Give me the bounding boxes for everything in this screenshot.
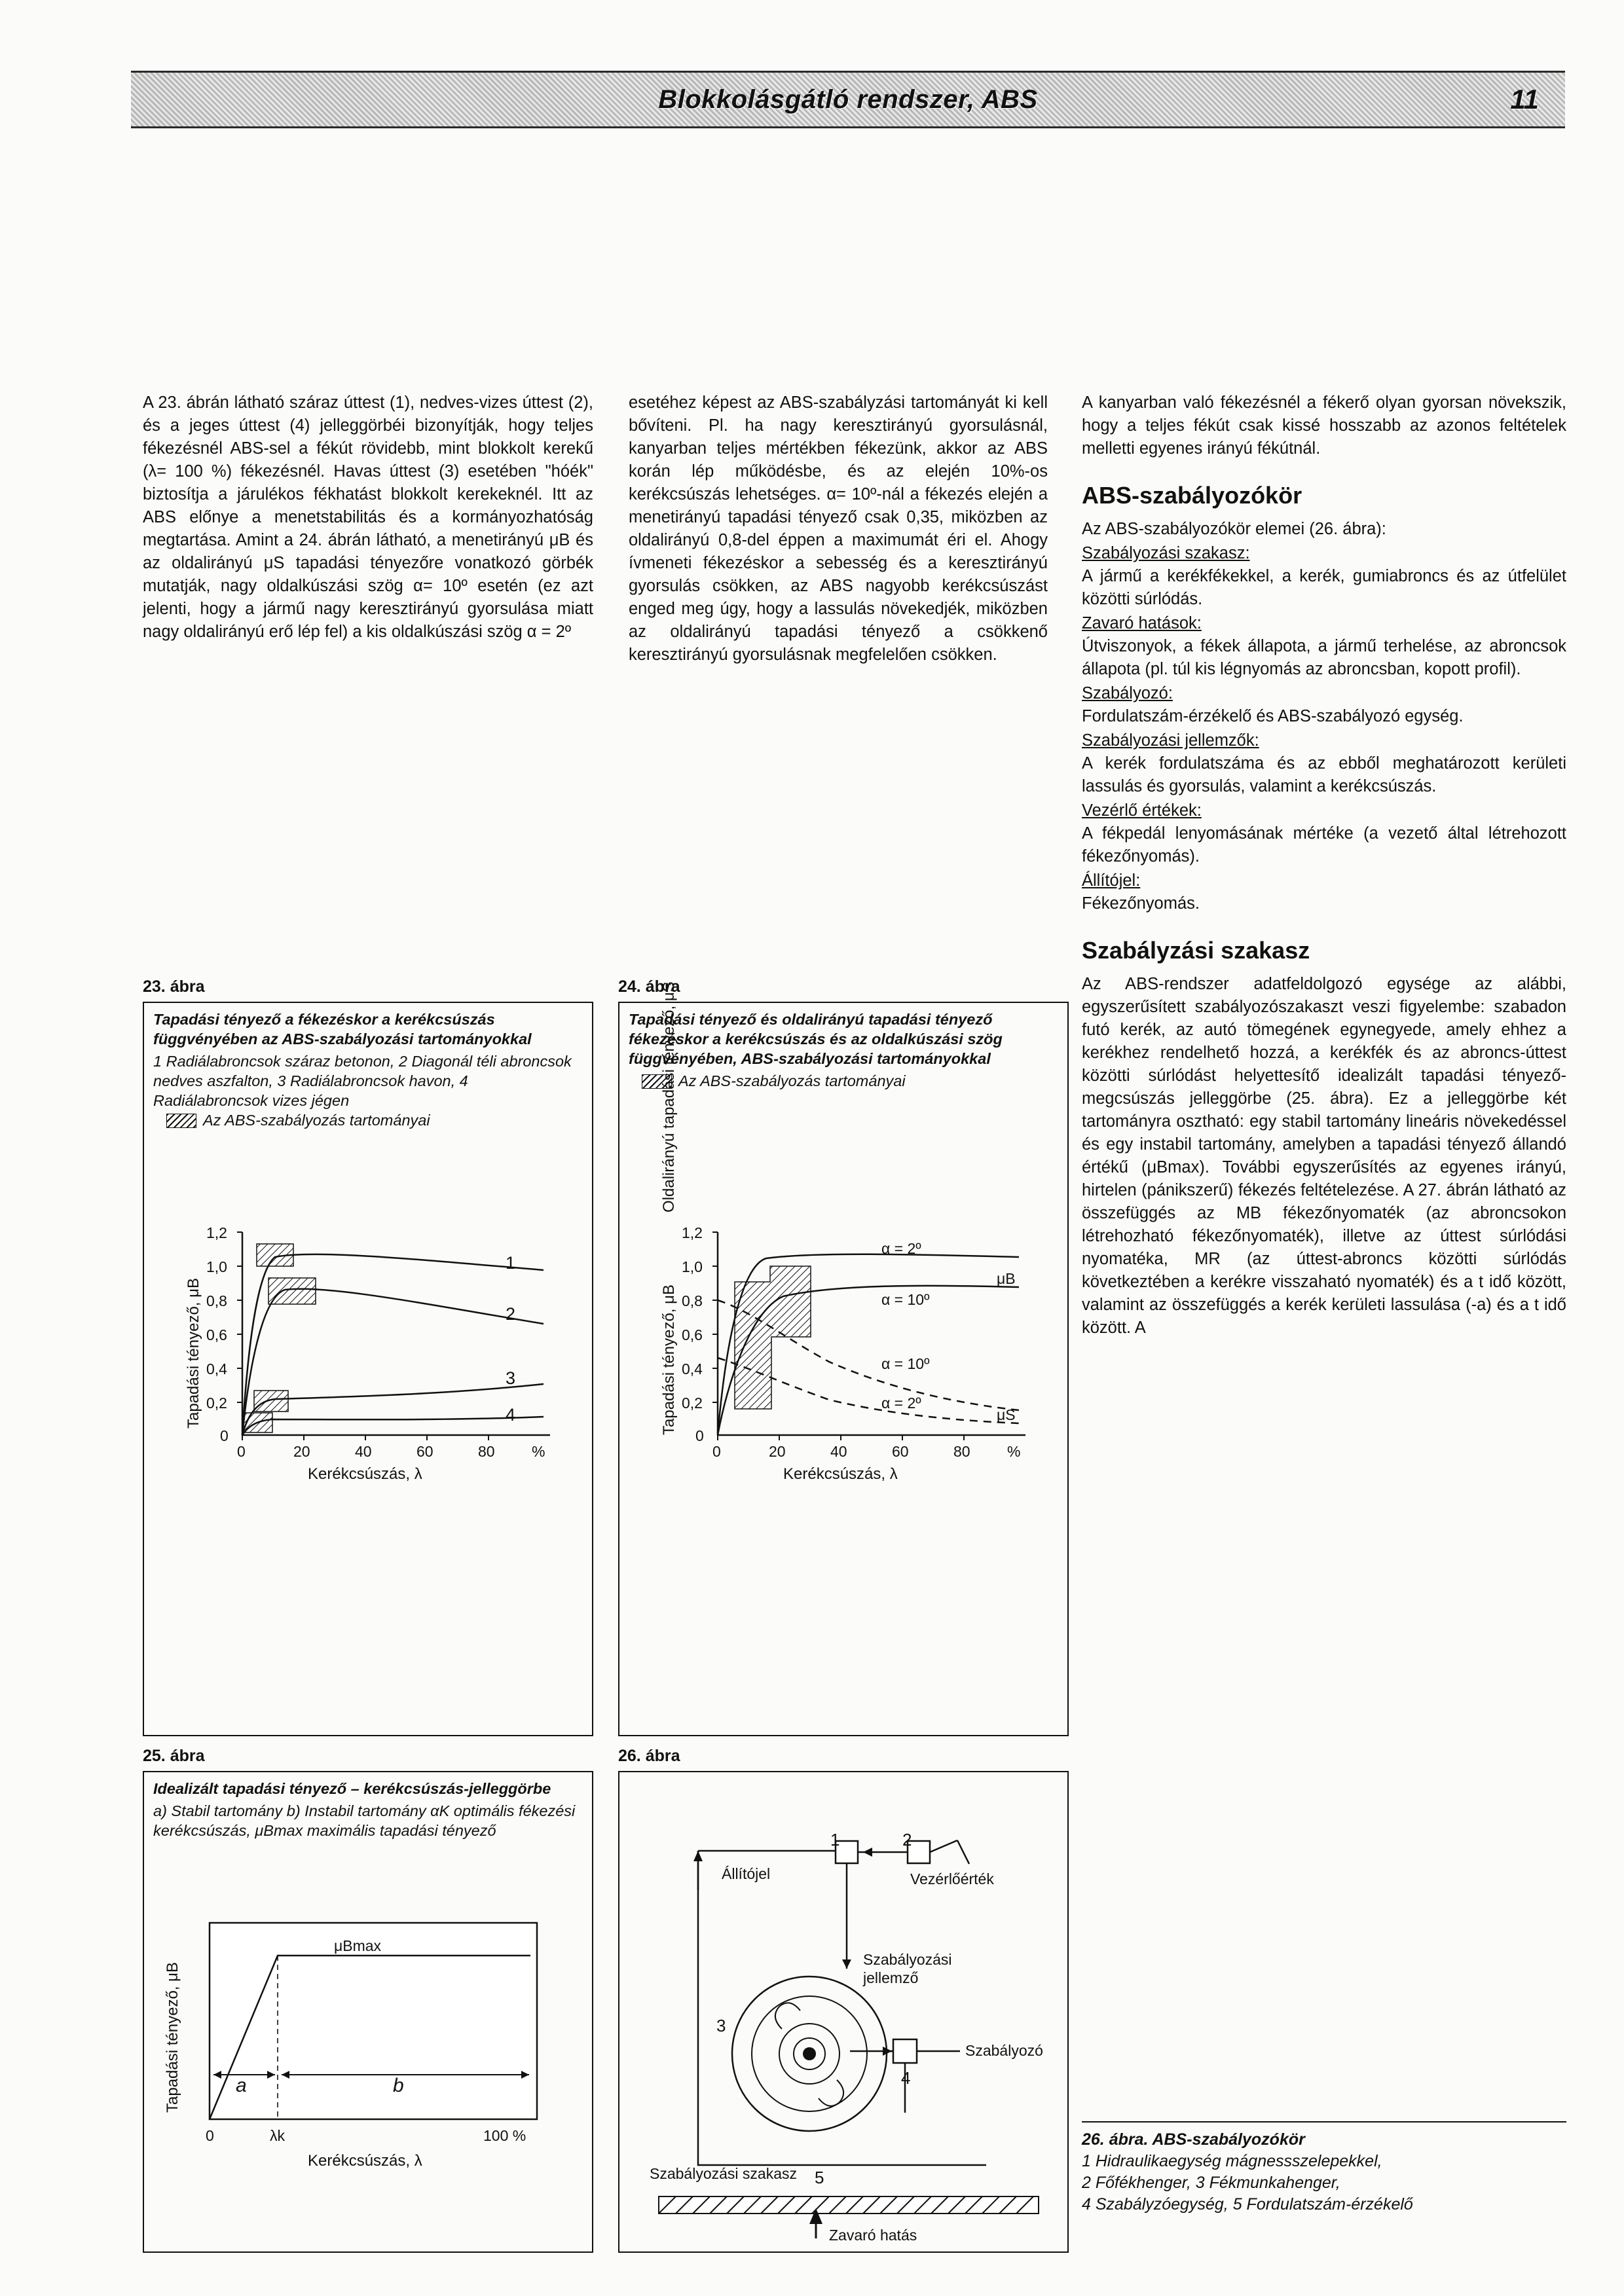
ytick: 0,8 bbox=[682, 1292, 703, 1309]
figure-26-diagram bbox=[619, 1772, 1070, 2254]
node-3-label: 3 bbox=[716, 2016, 726, 2035]
region-b-label: b bbox=[393, 2075, 404, 2096]
item-title: Szabályozási jellemzők: bbox=[1082, 731, 1259, 750]
figure-25-xlabel: Kerékcsúszás, λ bbox=[308, 2152, 422, 2170]
annotation-alpha-2-mus: α = 2º bbox=[881, 1394, 921, 1412]
figure-26-label: 26. ábra bbox=[618, 1747, 680, 1765]
legend-text: Az ABS-szabályozás tartományai bbox=[678, 1072, 906, 1089]
node-4-label: 4 bbox=[901, 2068, 911, 2088]
ytick: 0,6 bbox=[682, 1326, 703, 1343]
figure-24-legend bbox=[619, 1068, 1067, 1090]
list-item bbox=[1082, 612, 1566, 681]
figure-26-caption bbox=[1082, 2121, 1566, 2215]
annotation-alpha-2-mub: α = 2º bbox=[881, 1240, 921, 1257]
curve-label-3: 3 bbox=[506, 1368, 516, 1388]
figure-25-title bbox=[144, 1772, 592, 1798]
region-a-label: a bbox=[236, 2075, 247, 2096]
node-5-label: 5 bbox=[815, 2168, 824, 2187]
annotation-alpha-10-mub: α = 10º bbox=[881, 1291, 930, 1308]
list-item bbox=[1082, 799, 1566, 868]
paragraph-intro: A kanyarban való fékezésnél a fékerő olyan gyorsan növekszik, hogy a teljes fékút csak kissé hosszabb az azonos feltételek melletti egyenes irányú fékútnál. bbox=[1082, 393, 1566, 458]
ytick: 0,6 bbox=[206, 1326, 227, 1343]
xtick: 0 bbox=[206, 2127, 214, 2144]
ytick: 1,0 bbox=[682, 1258, 703, 1275]
label-zavaro-hatas: Zavaró hatás bbox=[829, 2227, 917, 2244]
caption-line: 1 Hidraulikaegység mágnessszelepekkel, bbox=[1082, 2152, 1382, 2170]
ytick: 1,2 bbox=[206, 1224, 227, 1241]
xtick: 60 bbox=[416, 1443, 434, 1460]
ytick: 0 bbox=[695, 1427, 704, 1444]
figure-23 bbox=[143, 1002, 593, 1736]
ytick: 1,0 bbox=[206, 1258, 227, 1275]
annotation-mub: μB bbox=[997, 1270, 1016, 1287]
figure-23-chart bbox=[144, 1219, 595, 1494]
item-text: Útviszonyok, a fékek állapota, a jármű terhelése, az abroncsok állapota (pl. túl kis légnyomás az abroncsban, kopott profil). bbox=[1082, 637, 1566, 678]
item-title: Vezérlő értékek: bbox=[1082, 801, 1202, 820]
xtick: 60 bbox=[892, 1443, 909, 1460]
paragraph: esetéhez képest az ABS-szabályzási tartományát ki kell bővíteni. Pl. ha nagy keresztirányú gyorsulásnál, kanyarban teljes mértékben fékezünk, akkor az ABS korán lép működésbe, és az elején 10%-os kerékcsúszás lehetséges. α= 10º-nál a fékezés elején a menetirányú tapadási tényező csak 0,35, miközben az oldalirányú 0,8-del éppen a maximumát éri el. Ahogy ívmeneti fékezéskor a sebesség és a keresztirányú gyorsulás csökken, az ABS nagyobb kerékcsúszást enged meg úgy, hogy a lassulás növekedjék, miközben az oldalirányú tapadási tényező a csökkenő keresztirányú gyorsulásnak megfelelően csökken. bbox=[629, 393, 1048, 664]
annotation-alpha-10-mus: α = 10º bbox=[881, 1355, 930, 1372]
ytick: 0,2 bbox=[206, 1394, 227, 1412]
label-szabalyozo: Szabályozó bbox=[965, 2042, 1043, 2059]
item-text: Fordulatszám-érzékelő és ABS-szabályozó egység. bbox=[1082, 707, 1464, 725]
label-szabalyozasi-szakasz: Szabályozási szakasz bbox=[650, 2165, 797, 2182]
figure-24-ylabel-left: Tapadási tényező, μB bbox=[660, 1285, 678, 1435]
item-title: Szabályozási szakasz: bbox=[1082, 544, 1250, 562]
item-text: Fékezőnyomás. bbox=[1082, 894, 1200, 913]
xunit: % bbox=[1007, 1443, 1021, 1460]
figure-23-title-text: Tapadási tényező a fékezéskor a kerékcsúszás függvényében az ABS-szabályozási tartományokkal bbox=[153, 1011, 532, 1048]
divider bbox=[1082, 2121, 1566, 2123]
xtick: 40 bbox=[355, 1443, 372, 1460]
xtick: 80 bbox=[478, 1443, 495, 1460]
figure-25-title-text: Idealizált tapadási tényező – kerékcsúszás-jelleggörbe bbox=[153, 1780, 551, 1797]
figure-25-chart bbox=[144, 1910, 595, 2250]
ytick: 0,4 bbox=[682, 1360, 703, 1377]
list-item bbox=[1082, 682, 1566, 728]
figure-25-label: 25. ábra bbox=[143, 1747, 205, 1765]
caption-line: 2 Főfékhenger, 3 Fékmunkahenger, bbox=[1082, 2174, 1340, 2192]
section-heading-abs-szabalyozokor: ABS-szabályozókör bbox=[1082, 482, 1302, 509]
list-item bbox=[1082, 729, 1566, 798]
section-heading-szabalyzasi-szakasz: Szabályzási szakasz bbox=[1082, 937, 1310, 964]
node-2-label: 2 bbox=[902, 1830, 912, 1850]
figure-25 bbox=[143, 1771, 593, 2253]
page-number: 11 bbox=[1510, 84, 1539, 115]
ytick: 0,8 bbox=[206, 1292, 227, 1309]
figure-23-xlabel: Kerékcsúszás, λ bbox=[308, 1465, 422, 1483]
curve-label-2: 2 bbox=[506, 1304, 516, 1324]
figure-23-legend bbox=[144, 1110, 592, 1129]
ytick: 0,2 bbox=[682, 1394, 703, 1412]
ytick: 0,4 bbox=[206, 1360, 227, 1377]
figure-25-ylabel: Tapadási tényező, μB bbox=[164, 1962, 181, 2113]
body-column-2 bbox=[629, 392, 1048, 666]
figure-23-label: 23. ábra bbox=[143, 977, 205, 996]
label-vezerloertek: Vezérlőérték bbox=[910, 1870, 994, 1887]
xtick: 0 bbox=[237, 1443, 246, 1460]
item-title: Zavaró hatások: bbox=[1082, 614, 1202, 632]
figure-24-title bbox=[619, 1003, 1067, 1068]
hatch-swatch-icon bbox=[166, 1114, 196, 1128]
list-item bbox=[1082, 542, 1566, 611]
node-1-label: 1 bbox=[830, 1830, 840, 1850]
page-title: Blokkolásgátló rendszer, ABS bbox=[658, 84, 1038, 114]
label-szabalyozasi-jellemzo: Szabályozási jellemző bbox=[863, 1951, 952, 1986]
xunit: % bbox=[532, 1443, 545, 1460]
paragraph: Az ABS-rendszer adatfeldolgozó egysége az alábbi, egyszerűsített szabályozószakaszt veszi figyelembe: szabadon futó kerék, az autó tömegének egynegyede, amely ehhez a kerékhez rendelhető hozzá, a kerékfék és az abroncs-úttest közötti súrlódást helyettesítő idealizált tapadási tényező-megcsúszás jelleggörbe (25. ábra). Ez a jelleggörbe két tartományra osztható: egy stabil tartomány lineáris növekedéssel és egy instabil tartomány, amelyben a tapadási tényező állandó értékű (μBmax). További egyszerűsítés az egyenes irányú, hirtelen (pánikszerű) fékezés feltételezése. A 27. ábrán látható az összefüggés az MB fékezőnyomaték (az abroncsokon létrehozható fékezőnyomaték), illetve az úttest súrlódási nyomatéka, MR (az úttest-abroncs közötti súrlódás következtében a kerékre visszaható nyomaték) és a t idő között, valamint az összefüggés a kerék kerületi lassulása (-a) és a t idő között. A bbox=[1082, 975, 1566, 1337]
item-text: A jármű a kerékfékekkel, a kerék, gumiabroncs és az útfelület közötti súrlódás. bbox=[1082, 567, 1566, 608]
caption-line: 4 Szabályzóegység, 5 Fordulatszám-érzékelő bbox=[1082, 2195, 1413, 2214]
figure-24-ylabel-right: Oldalirányú tapadási tényező, μS bbox=[660, 981, 678, 1212]
ytick: 0 bbox=[220, 1427, 229, 1444]
ytick: 1,2 bbox=[682, 1224, 703, 1241]
item-title: Állítójel: bbox=[1082, 871, 1141, 890]
figure-24-title-text: Tapadási tényező és oldalirányú tapadási tényező fékezéskor a kerékcsúszás és az oldalkúszási szög függvényében, ABS-szabályozási tartományokkal bbox=[629, 1011, 1003, 1067]
xtick: 80 bbox=[953, 1443, 970, 1460]
body-column-1 bbox=[143, 392, 593, 644]
xtick: 40 bbox=[830, 1443, 847, 1460]
figure-25-desc: a) Stabil tartomány b) Instabil tartomány αK optimális fékezési kerékcsúszás, μBmax maximális tapadási tényező bbox=[153, 1802, 576, 1839]
item-title: Szabályozó: bbox=[1082, 684, 1173, 702]
xtick: 20 bbox=[293, 1443, 310, 1460]
figure-24-label: 24. ábra bbox=[618, 977, 680, 996]
figure-24-xlabel: Kerékcsúszás, λ bbox=[783, 1465, 898, 1483]
xtick: 100 % bbox=[483, 2127, 526, 2144]
paragraph: Az ABS-szabályozókör elemei (26. ábra): bbox=[1082, 520, 1386, 538]
list-item bbox=[1082, 869, 1566, 915]
caption-title: 26. ábra. ABS-szabályozókör bbox=[1082, 2130, 1305, 2149]
curve-label-4: 4 bbox=[506, 1405, 516, 1425]
paragraph: A 23. ábrán látható száraz úttest (1), nedves-vizes úttest (2), és a jeges úttest (4) jelleggörbéi bizonyítják, hogy teljes fékezésnél ABS-sel a fékút rövidebb, mint blokkolt kerekű (λ= 100 %) fékezésnél. Havas úttest (3) esetében "hóék" biztosítja a járulékos fékhatást blokkolt kerekeknél. Itt az ABS előnye a menetstabilitás és a kormányozhatóság megtartása. Amint a 24. ábrán látható, a menetirányú μB és az oldalirányú μS tapadási tényezőre vonatkozó görbék mutatják, nagy oldalkúszási szög α= 10º esetén (ez azt jelenti, hogy a jármű nagy keresztirányú gyorsulása miatt nagy oldalirányú erő lép fel) a kis oldalkúszási szög α = 2º bbox=[143, 393, 593, 641]
figure-26 bbox=[618, 1771, 1069, 2253]
figure-23-desc: 1 Radiálabroncsok száraz betonon, 2 Diagonál téli abroncsok nedves aszfalton, 3 Radiálabroncsok havon, 4 Radiálabroncsok vizes jégen bbox=[153, 1053, 572, 1109]
body-column-3 bbox=[1082, 392, 1566, 1339]
figure-23-title bbox=[144, 1003, 592, 1049]
figure-23-ylabel: Tapadási tényező, μB bbox=[185, 1278, 202, 1429]
item-text: A kerék fordulatszáma és az ebből meghatározott kerületi lassulás és gyorsulás, valamint a kerékcsúszás. bbox=[1082, 754, 1566, 795]
legend-text: Az ABS-szabályozás tartományai bbox=[203, 1112, 430, 1129]
annotation-mus: μS bbox=[997, 1406, 1016, 1423]
item-text: A fékpedál lenyomásának mértéke (a vezető által létrehozott fékezőnyomás). bbox=[1082, 824, 1566, 866]
xtick: 20 bbox=[769, 1443, 786, 1460]
xtick: 0 bbox=[712, 1443, 721, 1460]
curve-label-1: 1 bbox=[506, 1253, 516, 1273]
xtick: λk bbox=[270, 2127, 285, 2144]
page-header bbox=[131, 71, 1565, 128]
label-allitojel: Állítójel bbox=[722, 1865, 771, 1882]
figure-25-peak-label: μBmax bbox=[334, 1937, 382, 1954]
